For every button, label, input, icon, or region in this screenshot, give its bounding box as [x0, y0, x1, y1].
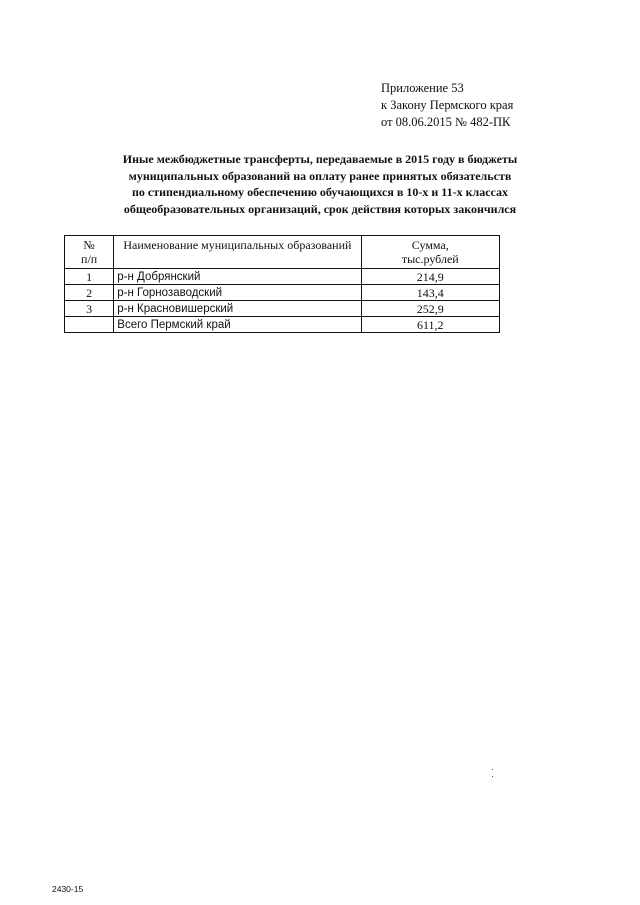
header-sum — [361, 236, 499, 269]
row-name: Всего Пермский край — [114, 317, 361, 333]
title-line-2: муниципальных образований на оплату ранее принятых обязательств — [128, 168, 512, 183]
header-num — [65, 236, 114, 269]
table-header-row — [65, 236, 500, 269]
row-sum: 143,4 — [361, 285, 499, 301]
appendix-law: к Закону Пермского края — [381, 98, 514, 112]
header-sum-line1: Сумма, — [411, 238, 449, 252]
header-num-line1: № — [83, 238, 95, 252]
header-sum-line2: тыс.рублей — [401, 252, 459, 266]
row-sum: 214,9 — [361, 269, 499, 285]
title-line-4: общеобразовательных организаций, срок действия которых закончился — [123, 201, 517, 216]
row-num: 1 — [65, 269, 114, 285]
table-row — [65, 301, 500, 317]
row-num: 3 — [65, 301, 114, 317]
appendix-number: Приложение 53 — [381, 81, 464, 95]
title-line-3: по стипендиальному обеспечению обучающихся в 10-х и 11-х классах — [131, 185, 509, 199]
table-row — [65, 285, 500, 301]
transfers-table — [64, 235, 500, 333]
appendix-header — [381, 80, 513, 131]
row-num — [65, 317, 114, 333]
row-sum: 252,9 — [361, 301, 499, 317]
row-name: р-н Красновишерский — [114, 301, 361, 317]
row-num: 2 — [65, 285, 114, 301]
document-title — [60, 151, 580, 217]
header-name: Наименование муниципальных образований — [114, 236, 361, 269]
row-sum: 611,2 — [361, 317, 499, 333]
appendix-date: от 08.06.2015 № 482-ПК — [381, 115, 511, 129]
row-name: р-н Горнозаводский — [114, 285, 361, 301]
scan-speck — [492, 776, 493, 777]
document-code: 2430-15 — [52, 884, 84, 894]
table-row — [65, 269, 500, 285]
header-num-line2: п/п — [81, 252, 98, 266]
row-name: р-н Добрянский — [114, 269, 361, 285]
table-total-row — [65, 317, 500, 333]
scan-speck — [492, 769, 493, 770]
title-line-1: Иные межбюджетные трансферты, передаваемые в 2015 году в бюджеты — [122, 152, 518, 166]
